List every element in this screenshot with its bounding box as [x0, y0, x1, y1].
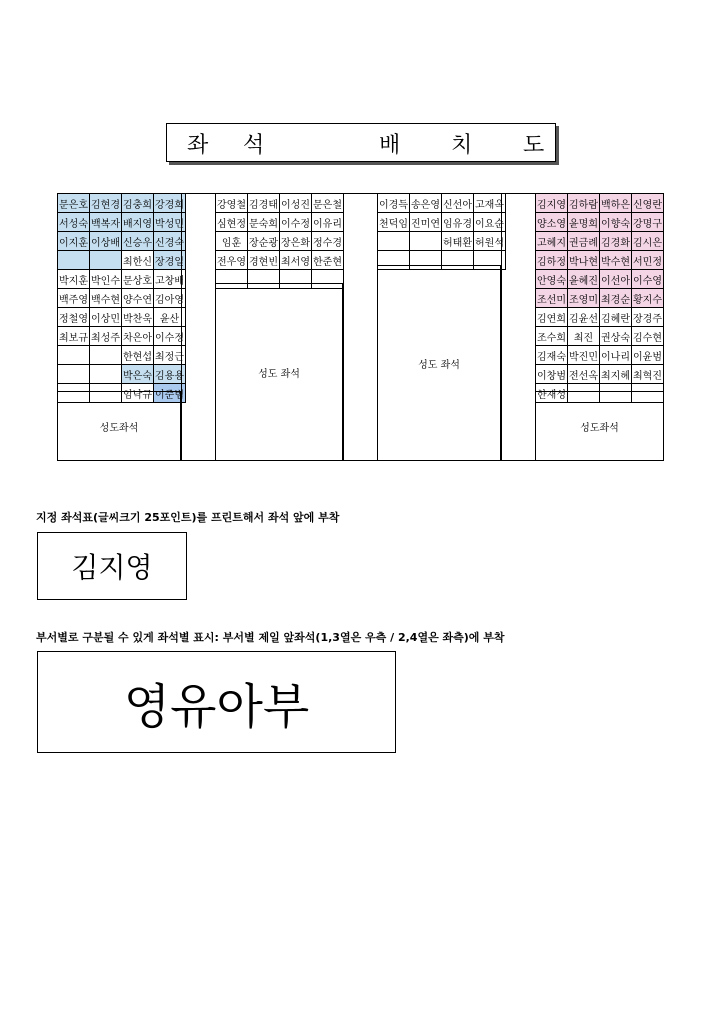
seat-cell [410, 232, 442, 251]
seat-cell [90, 251, 122, 270]
seat-cell: 고혜지 [536, 232, 568, 251]
seat-row [58, 346, 186, 365]
aisle-divider [181, 193, 182, 461]
seat-cell: 조수희 [536, 327, 568, 346]
seat-cell: 김아영 [154, 289, 186, 308]
seat-cell: 이수영 [632, 270, 664, 289]
seat-cell: 김수현 [632, 327, 664, 346]
aisle-divider [501, 193, 502, 461]
seat-cell: 허원석 [474, 232, 506, 251]
seat-cell: 박성민 [154, 213, 186, 232]
seat-cell: 고재옥 [474, 194, 506, 213]
seat-row [536, 289, 664, 308]
seat-cell: 백복자 [90, 213, 122, 232]
seat-row [58, 213, 186, 232]
seat-cell: 박진민 [568, 346, 600, 365]
seat-row [536, 346, 664, 365]
seat-cell [58, 365, 90, 384]
instruction-note-2: 부서별로 구분될 수 있게 좌석별 표시: 부서별 제일 앞좌석(1,3열은 우측 / 2,4열은 좌측)에 부착 [36, 631, 505, 644]
seat-cell: 김하람 [568, 194, 600, 213]
seat-cell: 이창범 [536, 365, 568, 384]
seat-cell: 이상배 [90, 232, 122, 251]
seat-row [216, 232, 344, 251]
section-a-congregation-area [57, 391, 181, 461]
seat-cell: 권금례 [568, 232, 600, 251]
seat-row [378, 213, 506, 232]
seat-cell: 이윤범 [632, 346, 664, 365]
seat-cell [58, 346, 90, 365]
section-c-congregation-area [377, 265, 501, 461]
seat-row [58, 289, 186, 308]
seat-cell: 정수경 [312, 232, 344, 251]
seat-cell: 권상숙 [600, 327, 632, 346]
seat-cell: 장은화 [280, 232, 312, 251]
section-c-table [377, 193, 506, 270]
seat-cell: 경현빈 [248, 251, 280, 270]
seat-cell: 장경일 [154, 251, 186, 270]
seat-cell: 신승우 [122, 232, 154, 251]
seat-cell: 이나리 [600, 346, 632, 365]
seat-cell: 이유리 [312, 213, 344, 232]
seat-cell: 최보규 [58, 327, 90, 346]
section-d-label: 성도좌석 [580, 422, 619, 434]
section-b-congregation-area [215, 283, 343, 461]
department-card-text: 영유아부 [123, 678, 310, 735]
seat-row [536, 194, 664, 213]
seat-cell: 이요순 [474, 213, 506, 232]
seat-cell: 송은영 [410, 194, 442, 213]
seat-cell: 강명구 [632, 213, 664, 232]
seat-cell: 윤혜진 [568, 270, 600, 289]
seat-row [58, 232, 186, 251]
seat-cell: 박인수 [90, 270, 122, 289]
seat-cell: 고창배 [154, 270, 186, 289]
seat-cell: 김하정 [536, 251, 568, 270]
seat-cell: 최혁진 [632, 365, 664, 384]
seat-cell: 최진 [568, 327, 600, 346]
title-char: 좌 [187, 133, 209, 158]
seat-row [216, 213, 344, 232]
seat-cell [90, 365, 122, 384]
title-char: 도 [523, 133, 545, 158]
seat-cell: 김재숙 [536, 346, 568, 365]
aisle-divider [343, 193, 344, 461]
section-b-label: 성도 좌석 [258, 368, 300, 380]
seat-cell: 강영철 [216, 194, 248, 213]
section-a-label: 성도좌석 [99, 422, 139, 434]
seat-cell: 박은숙 [122, 365, 154, 384]
section-b-table [215, 193, 344, 289]
seat-cell: 임훈 [216, 232, 248, 251]
seat-cell: 차은아 [122, 327, 154, 346]
seat-cell: 배지영 [122, 213, 154, 232]
seat-cell: 서민정 [632, 251, 664, 270]
seat-cell: 김지영 [536, 194, 568, 213]
seat-row [536, 213, 664, 232]
seat-cell: 이지훈 [58, 232, 90, 251]
seat-cell: 문은철 [312, 194, 344, 213]
title-char: 배 [379, 133, 401, 158]
seat-cell: 이성진 [280, 194, 312, 213]
seat-row [378, 194, 506, 213]
name-card-text: 김지영 [71, 551, 153, 584]
seat-cell: 황지수 [632, 289, 664, 308]
seat-cell: 조영미 [568, 289, 600, 308]
seat-cell: 백주영 [58, 289, 90, 308]
seat-cell: 이향숙 [600, 213, 632, 232]
seat-cell: 박지훈 [58, 270, 90, 289]
seat-cell: 문은호 [58, 194, 90, 213]
seat-cell: 윤산 [154, 308, 186, 327]
department-card-sample [37, 651, 396, 753]
seat-cell: 최경순 [600, 289, 632, 308]
seat-cell: 한현섭 [122, 346, 154, 365]
seat-cell: 최지혜 [600, 365, 632, 384]
seat-row [536, 308, 664, 327]
seat-row [58, 251, 186, 270]
seat-cell: 최성주 [90, 327, 122, 346]
seat-cell: 정철영 [58, 308, 90, 327]
seat-cell: 전우영 [216, 251, 248, 270]
seat-cell: 최정근 [154, 346, 186, 365]
seat-row [58, 308, 186, 327]
seat-cell: 김용용 [154, 365, 186, 384]
seat-cell: 백하은 [600, 194, 632, 213]
seat-cell: 김혜란 [600, 308, 632, 327]
seat-cell [58, 251, 90, 270]
seat-cell: 김윤선 [568, 308, 600, 327]
page-title [166, 123, 556, 162]
seat-cell: 임유경 [442, 213, 474, 232]
title-char: 치 [451, 133, 473, 158]
seat-cell: 문상호 [122, 270, 154, 289]
seat-cell: 신경숙 [154, 232, 186, 251]
section-d-congregation-area [535, 391, 664, 461]
seat-cell: 장순광 [248, 232, 280, 251]
seat-cell: 진미연 [410, 213, 442, 232]
section-d-table [535, 193, 664, 403]
seat-row [216, 194, 344, 213]
title-char: 석 [243, 133, 265, 158]
seat-row [536, 270, 664, 289]
seat-cell: 양소영 [536, 213, 568, 232]
seat-cell: 한재성 [536, 384, 568, 403]
seat-cell: 조선미 [536, 289, 568, 308]
section-a-table [57, 193, 186, 403]
seat-cell: 김연희 [536, 308, 568, 327]
seat-row [58, 270, 186, 289]
seat-cell: 양수연 [122, 289, 154, 308]
seat-cell: 이수정 [280, 213, 312, 232]
seat-row [536, 327, 664, 346]
seat-cell: 이수정 [154, 327, 186, 346]
instruction-note-1: 지정 좌석표(글씨크기 25포인트)를 프린트해서 좌석 앞에 부착 [36, 511, 340, 524]
name-card-sample [37, 532, 187, 600]
seat-cell: 김현경 [90, 194, 122, 213]
seat-cell: 최한신 [122, 251, 154, 270]
seat-cell: 문숙희 [248, 213, 280, 232]
seat-cell: 신선아 [442, 194, 474, 213]
seat-cell: 임낙규 [122, 384, 154, 403]
seat-cell: 서성숙 [58, 213, 90, 232]
seat-cell: 김시은 [632, 232, 664, 251]
seat-row [58, 327, 186, 346]
seat-cell: 안영숙 [536, 270, 568, 289]
seat-cell: 장경주 [632, 308, 664, 327]
seat-cell [378, 232, 410, 251]
seat-cell: 이준범 [154, 384, 186, 403]
seat-cell: 한준현 [312, 251, 344, 270]
seat-cell: 전선옥 [568, 365, 600, 384]
seat-cell: 박나현 [568, 251, 600, 270]
seat-cell: 김충희 [122, 194, 154, 213]
seat-cell: 이상민 [90, 308, 122, 327]
seat-cell: 심현정 [216, 213, 248, 232]
seat-cell: 허태환 [442, 232, 474, 251]
seat-row [536, 232, 664, 251]
seat-row [378, 232, 506, 251]
seat-cell: 윤명희 [568, 213, 600, 232]
seat-cell: 박찬욱 [122, 308, 154, 327]
section-c-label: 성도 좌석 [418, 359, 460, 371]
seat-cell: 최서영 [280, 251, 312, 270]
seat-cell: 김경화 [600, 232, 632, 251]
seat-cell: 신영란 [632, 194, 664, 213]
seat-cell: 박수현 [600, 251, 632, 270]
seat-row [216, 251, 344, 270]
seat-cell [90, 346, 122, 365]
seat-cell: 천덕임 [378, 213, 410, 232]
seat-row [536, 251, 664, 270]
seat-cell: 이경득 [378, 194, 410, 213]
seat-cell: 김경태 [248, 194, 280, 213]
seat-row [536, 365, 664, 384]
seat-cell: 강경희 [154, 194, 186, 213]
seat-row [58, 365, 186, 384]
seat-row [58, 194, 186, 213]
seat-cell: 백수현 [90, 289, 122, 308]
seat-cell: 이선아 [600, 270, 632, 289]
